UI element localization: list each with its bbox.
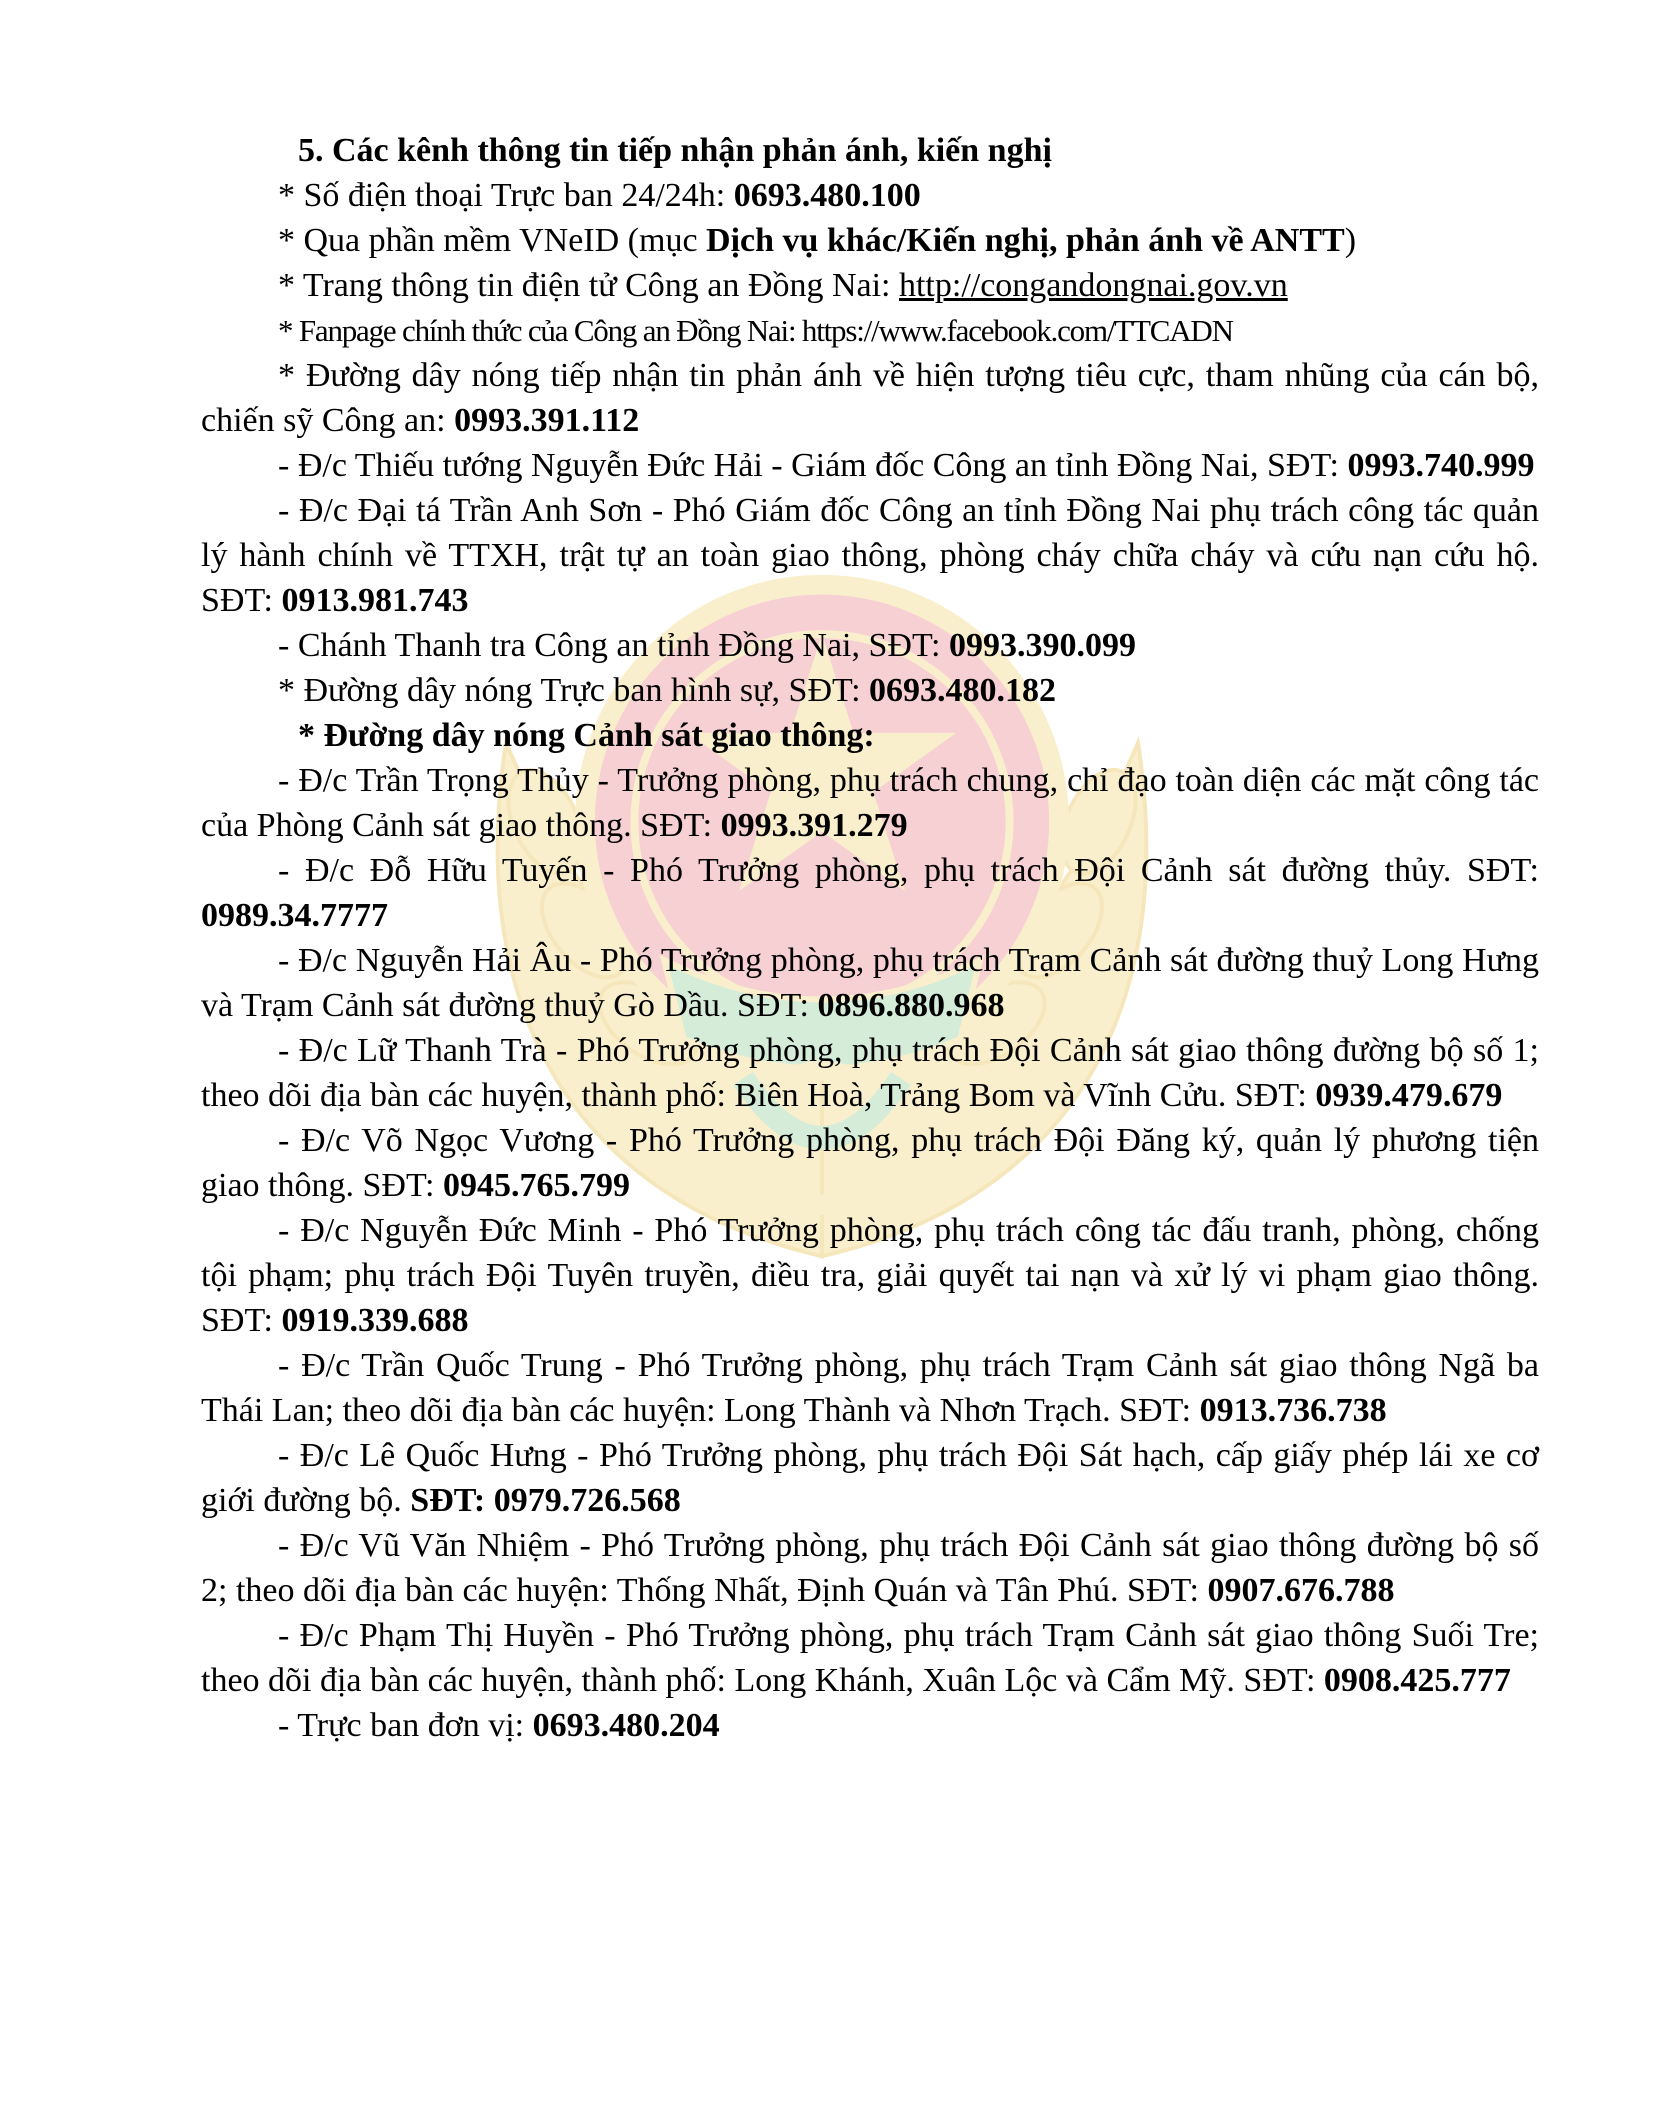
website-line xyxy=(201,263,1539,308)
section-heading: 5. Các kênh thông tin tiếp nhận phản ánh, kiến nghị xyxy=(298,132,1052,169)
contact-text: - Đ/c Trần Trọng Thủy - Trưởng phòng, phụ trách chung, chỉ đạo toàn diện các mặt công tác của Phòng Cảnh sát giao thông. SĐT: xyxy=(201,762,1539,844)
vneid-text: * Qua phần mềm VNeID (mục xyxy=(278,222,707,259)
contact-phone: 0993.740.999 xyxy=(1347,447,1535,484)
contact-text: - Đ/c Nguyễn Hải Âu - Phó Trưởng phòng, phụ trách Trạm Cảnh sát đường thuỷ Long Hưng và Trạm Cảnh sát đường thuỷ Gò Dầu. SĐT: xyxy=(201,942,1539,1024)
contact-text: - Chánh Thanh tra Công an tỉnh Đồng Nai, SĐT: xyxy=(278,627,949,664)
contact-line xyxy=(201,938,1539,1028)
contact-phone: 0908.425.777 xyxy=(1323,1662,1511,1699)
contact-text: - Đ/c Võ Ngọc Vương - Phó Trưởng phòng, phụ trách Đội Đăng ký, quản lý phương tiện giao thông. SĐT: xyxy=(201,1122,1539,1204)
contact-text: - Đ/c Vũ Văn Nhiệm - Phó Trưởng phòng, phụ trách Đội Cảnh sát giao thông đường bộ số 2; theo dõi địa bàn các huyện: Thống Nhất, Định Quán và Tân Phú. SĐT: xyxy=(201,1527,1539,1609)
contact-phone: 0913.736.738 xyxy=(1199,1392,1387,1429)
corruption-hotline-line xyxy=(201,353,1539,443)
hotline-line xyxy=(201,173,1539,218)
traffic-heading: * Đường dây nóng Cảnh sát giao thông: xyxy=(298,717,875,754)
contact-line xyxy=(201,1343,1539,1433)
contact-phone: 0945.765.799 xyxy=(442,1167,630,1204)
contact-line xyxy=(201,1523,1539,1613)
corruption-hotline-label: * Đường dây nóng tiếp nhận tin phản ánh về hiện tượng tiêu cực, tham nhũng của cán bộ, chiến sỹ Công an: xyxy=(201,357,1539,439)
contact-text: * Đường dây nóng Trực ban hình sự, SĐT: xyxy=(278,672,870,709)
contact-line xyxy=(201,758,1539,848)
hotline-number: 0693.480.100 xyxy=(733,177,921,214)
vneid-line xyxy=(201,218,1539,263)
contact-phone: 0989.34.7777 xyxy=(201,897,388,934)
contact-text: - Đ/c Đại tá Trần Anh Sơn - Phó Giám đốc Công an tỉnh Đồng Nai phụ trách công tác quản lý hành chính về TTXH, trật tự an toàn giao thông, phòng cháy chữa cháy và cứu nạn cứu hộ. SĐT: xyxy=(201,492,1539,619)
document-body xyxy=(201,128,1539,1748)
website-label: * Trang thông tin điện tử Công an Đồng Nai: xyxy=(278,267,899,304)
contact-text: - Trực ban đơn vị: xyxy=(278,1707,533,1744)
website-link[interactable]: http://congandongnai.gov.vn xyxy=(898,267,1288,304)
contact-line xyxy=(201,443,1539,488)
contact-phone: 0993.390.099 xyxy=(949,627,1136,664)
contact-text: - Đ/c Lữ Thanh Trà - Phó Trưởng phòng, phụ trách Đội Cảnh sát giao thông đường bộ số 1; theo dõi địa bàn các huyện, thành phố: Biên Hoà, Trảng Bom và Vĩnh Cửu. SĐT: xyxy=(201,1032,1539,1114)
contact-text: - Đ/c Lê Quốc Hưng - Phó Trưởng phòng, phụ trách Đội Sát hạch, cấp giấy phép lái xe cơ giới đường bộ. xyxy=(201,1437,1539,1519)
contact-line xyxy=(201,488,1539,623)
contact-phone: 0919.339.688 xyxy=(281,1302,469,1339)
contact-text: - Đ/c Trần Quốc Trung - Phó Trưởng phòng, phụ trách Trạm Cảnh sát giao thông Ngã ba Thái Lan; theo dõi địa bàn các huyện: Long Thành và Nhơn Trạch. SĐT: xyxy=(201,1347,1539,1429)
contact-phone: 0907.676.788 xyxy=(1207,1572,1395,1609)
contact-phone: 0993.391.279 xyxy=(720,807,908,844)
contact-phone: 0693.480.182 xyxy=(869,672,1057,709)
contact-line xyxy=(201,623,1539,668)
contact-line xyxy=(201,668,1539,713)
contact-phone: 0896.880.968 xyxy=(817,987,1005,1024)
contact-text: - Đ/c Phạm Thị Huyền - Phó Trưởng phòng, phụ trách Trạm Cảnh sát giao thông Suối Tre; theo dõi địa bàn các huyện, thành phố: Long Khánh, Xuân Lộc và Cẩm Mỹ. SĐT: xyxy=(201,1617,1539,1699)
vneid-menu-path: Dịch vụ khác/Kiến nghị, phản ánh về ANTT xyxy=(706,222,1345,259)
contact-line xyxy=(201,1613,1539,1703)
contact-line xyxy=(201,1028,1539,1118)
contact-phone: SĐT: 0979.726.568 xyxy=(410,1482,681,1519)
contact-phone: 0913.981.743 xyxy=(281,582,469,619)
contact-line xyxy=(201,1703,1539,1748)
contact-line xyxy=(201,1208,1539,1343)
corruption-hotline-number: 0993.391.112 xyxy=(454,402,640,439)
contact-text: - Đ/c Thiếu tướng Nguyễn Đức Hải - Giám đốc Công an tỉnh Đồng Nai, SĐT: xyxy=(278,447,1348,484)
vneid-close: ) xyxy=(1344,222,1357,259)
fanpage-line: * Fanpage chính thức của Công an Đồng Nai: https://www.facebook.com/TTCADN xyxy=(278,313,1233,348)
contact-phone: 0939.479.679 xyxy=(1315,1077,1503,1114)
contact-text: - Đ/c Đỗ Hữu Tuyến - Phó Trưởng phòng, phụ trách Đội Cảnh sát đường thủy. SĐT: xyxy=(278,852,1539,889)
contact-line xyxy=(201,1433,1539,1523)
contact-phone: 0693.480.204 xyxy=(532,1707,720,1744)
hotline-label: * Số điện thoại Trực ban 24/24h: xyxy=(278,177,734,214)
contact-line xyxy=(201,848,1539,938)
contact-text: - Đ/c Nguyễn Đức Minh - Phó Trưởng phòng, phụ trách công tác đấu tranh, phòng, chống tội phạm; phụ trách Đội Tuyên truyền, điều tra, giải quyết tai nạn và xử lý vi phạm giao thông. SĐT: xyxy=(201,1212,1539,1339)
contact-line xyxy=(201,1118,1539,1208)
